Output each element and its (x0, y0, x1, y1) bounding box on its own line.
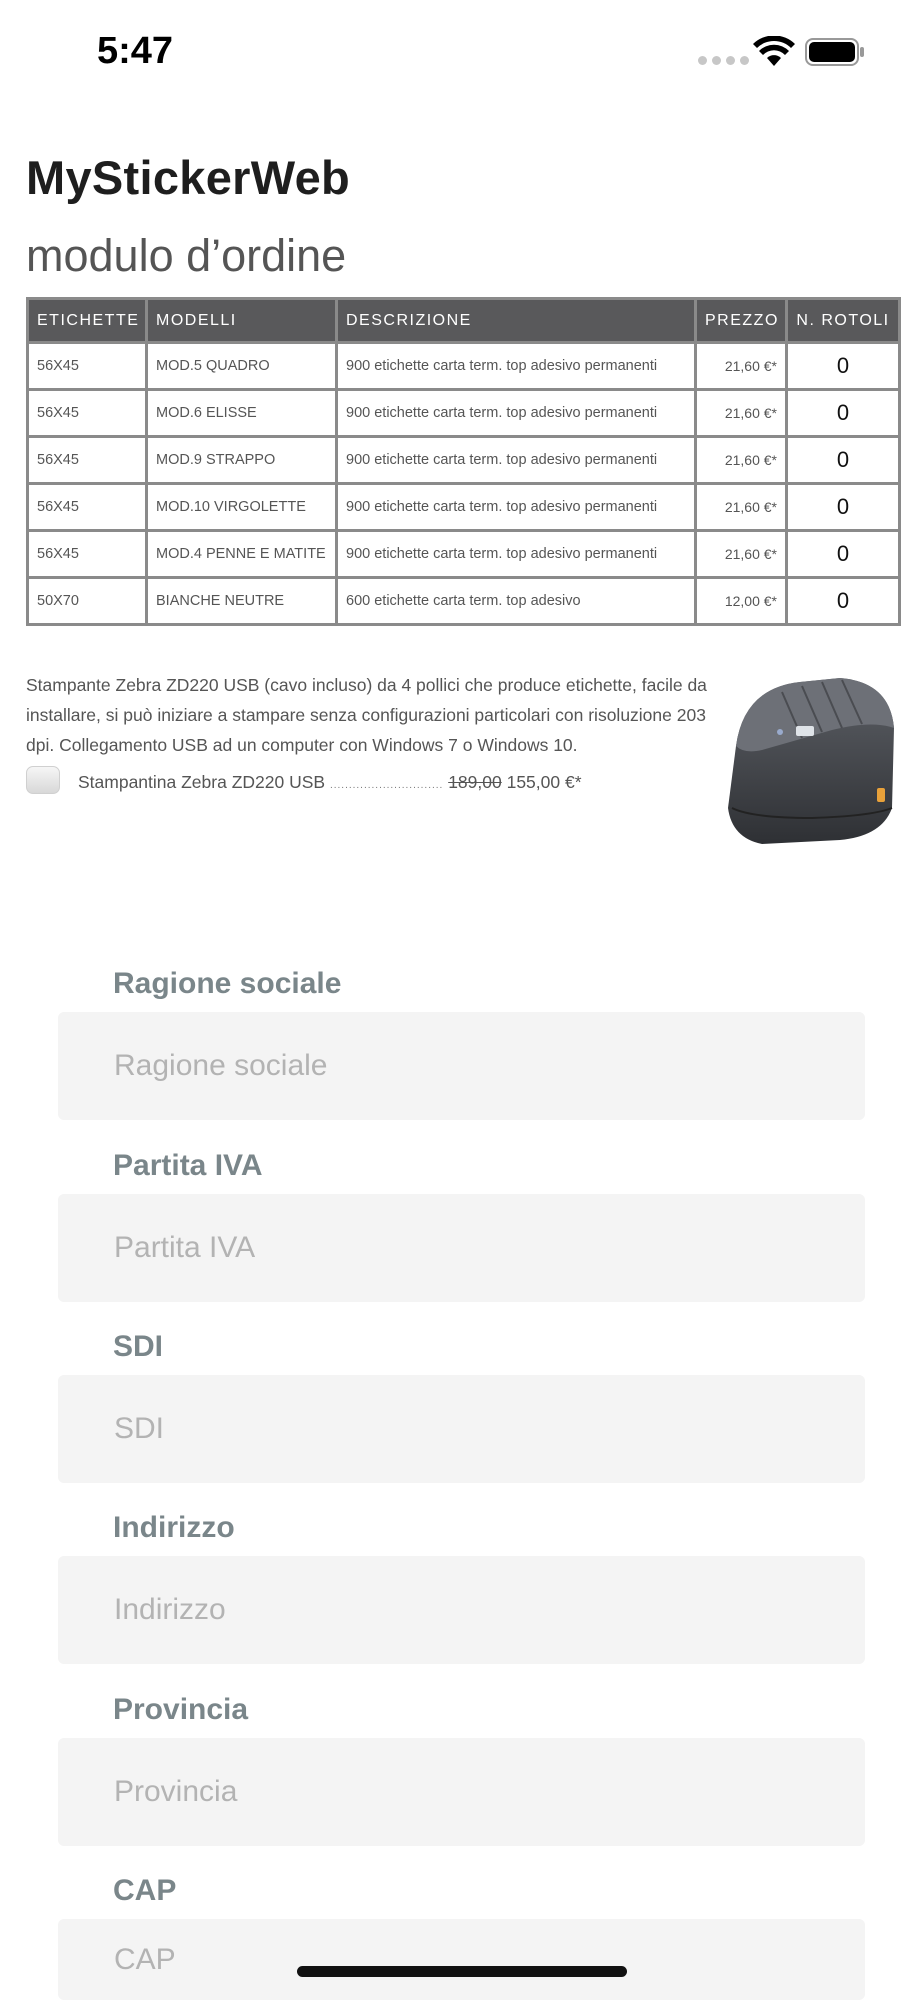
cell-description: 900 etichette carta term. top adesivo permanenti (337, 437, 696, 484)
qty-input[interactable]: 0 (787, 484, 900, 531)
qty-input[interactable]: 0 (787, 390, 900, 437)
cell-model: MOD.10 VIRGOLETTE (147, 484, 337, 531)
cell-label: 56X45 (28, 390, 147, 437)
printer-image (722, 668, 898, 848)
cell-description: 900 etichette carta term. top adesivo permanenti (337, 531, 696, 578)
cell-label: 56X45 (28, 531, 147, 578)
table-header-row (28, 299, 900, 343)
cell-price: 21,60 €* (696, 390, 787, 437)
cell-label: 50X70 (28, 578, 147, 625)
cap-input[interactable] (58, 1919, 865, 2000)
printer-product-name: Stampantina Zebra ZD220 USB (78, 772, 326, 792)
cell-label: 56X45 (28, 437, 147, 484)
cell-description: 900 etichette carta term. top adesivo permanenti (337, 484, 696, 531)
printer-checkbox[interactable] (26, 766, 60, 794)
home-indicator[interactable] (297, 1966, 627, 1977)
cell-model: MOD.5 QUADRO (147, 343, 337, 390)
cellular-signal-icon (698, 56, 749, 65)
order-table (26, 297, 901, 626)
cell-model: MOD.4 PENNE E MATITE (147, 531, 337, 578)
ragione-sociale-label: Ragione sociale (113, 967, 342, 1000)
table-row (28, 437, 900, 484)
column-header-prezzo: PREZZO (696, 299, 787, 343)
cell-price: 21,60 €* (696, 437, 787, 484)
cell-description: 900 etichette carta term. top adesivo permanenti (337, 343, 696, 390)
column-header-modelli: MODELLI (147, 299, 337, 343)
provincia-label: Provincia (113, 1693, 249, 1726)
cell-label: 56X45 (28, 484, 147, 531)
cell-price: 12,00 €* (696, 578, 787, 625)
cell-description: 900 etichette carta term. top adesivo permanenti (337, 390, 696, 437)
printer-option-label (78, 772, 582, 793)
table-row (28, 531, 900, 578)
old-price: 189,00 (448, 772, 502, 792)
cell-price: 21,60 €* (696, 343, 787, 390)
status-time: 5:47 (97, 30, 174, 72)
page-subtitle: modulo d’ordine (26, 230, 347, 281)
cell-model: MOD.9 STRAPPO (147, 437, 337, 484)
partita-iva-input[interactable] (58, 1194, 865, 1302)
column-header-rotoli: N. ROTOLI (787, 299, 900, 343)
brand-title: MyStickerWeb (26, 151, 351, 204)
indirizzo-label: Indirizzo (113, 1511, 235, 1544)
status-bar (0, 0, 924, 100)
cap-label: CAP (113, 1874, 177, 1907)
cell-description: 600 etichette carta term. top adesivo (337, 578, 696, 625)
ragione-sociale-input[interactable] (58, 1012, 865, 1120)
cell-model: MOD.6 ELISSE (147, 390, 337, 437)
table-row (28, 578, 900, 625)
qty-input[interactable]: 0 (787, 531, 900, 578)
cell-label: 56X45 (28, 343, 147, 390)
sdi-input[interactable] (58, 1375, 865, 1483)
leader-dots: .............................. (329, 780, 444, 791)
cell-price: 21,60 €* (696, 484, 787, 531)
provincia-input[interactable] (58, 1738, 865, 1846)
column-header-descrizione: DESCRIZIONE (337, 299, 696, 343)
table-row (28, 484, 900, 531)
printer-description: Stampante Zebra ZD220 USB (cavo incluso) da 4 pollici che produce etichette, facile da installare, si può iniziare a stampare senza configurazioni particolari con risoluzione 203 dpi. Collegamento USB ad un computer con Windows 7 o Windows 10. (26, 675, 707, 755)
battery-icon (805, 38, 865, 66)
qty-input[interactable]: 0 (787, 437, 900, 484)
partita-iva-label: Partita IVA (113, 1149, 263, 1182)
indirizzo-input[interactable] (58, 1556, 865, 1664)
wifi-icon (753, 36, 795, 68)
sdi-label: SDI (113, 1330, 164, 1363)
qty-input[interactable]: 0 (787, 343, 900, 390)
table-row (28, 390, 900, 437)
cell-model: BIANCHE NEUTRE (147, 578, 337, 625)
qty-input[interactable]: 0 (787, 578, 900, 625)
cell-price: 21,60 €* (696, 531, 787, 578)
new-price: 155,00 €* (506, 772, 582, 792)
column-header-etichette: ETICHETTE (28, 299, 147, 343)
table-row (28, 343, 900, 390)
